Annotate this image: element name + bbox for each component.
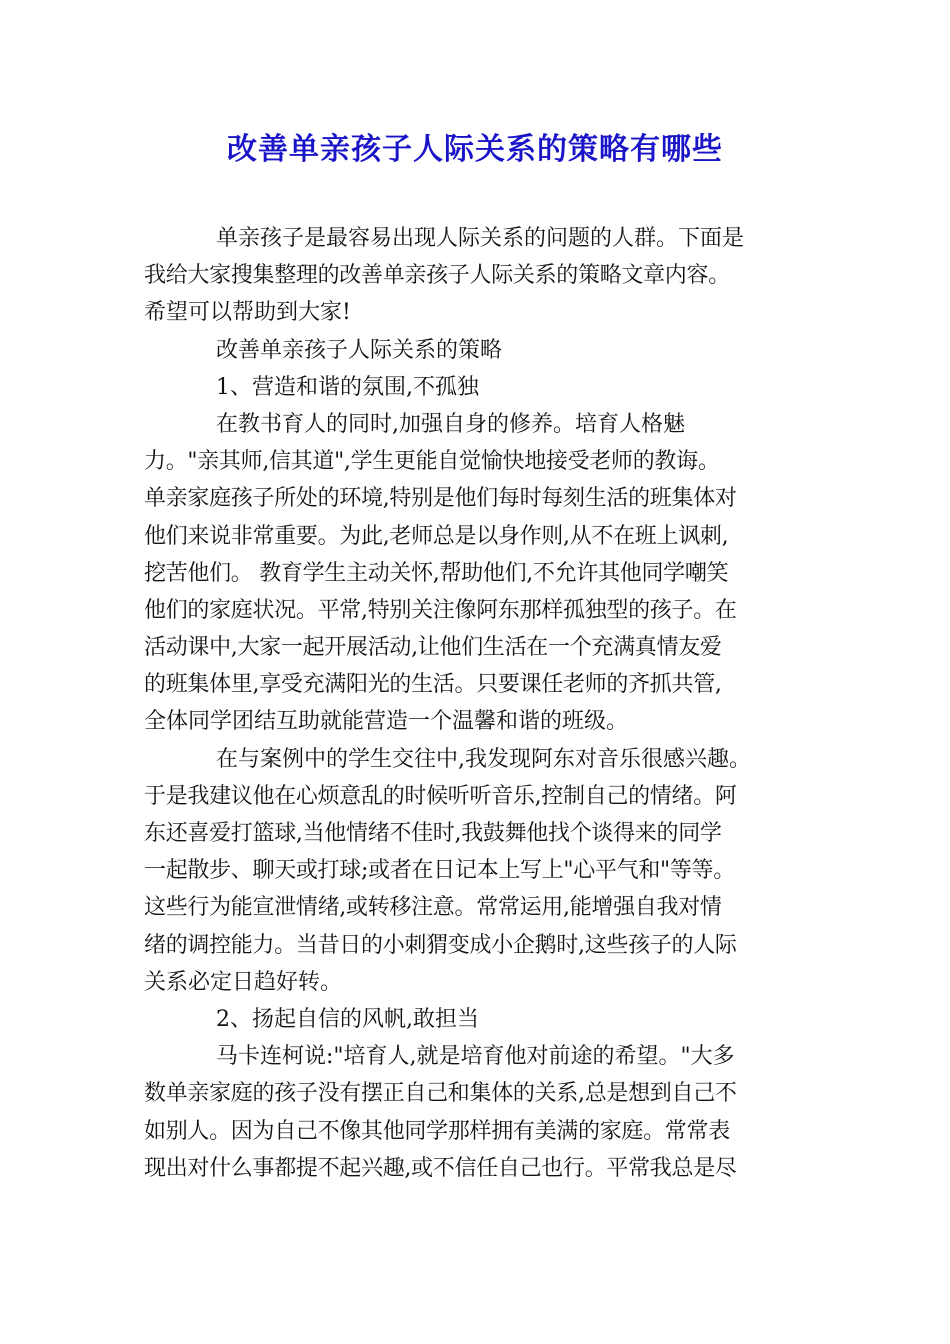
paragraph-line: 关系必定日趋好转。 — [144, 969, 343, 995]
paragraph-line: 马卡连柯说:"培育人,就是培育他对前途的希望。"大多 — [216, 1044, 735, 1070]
paragraph-line: 希望可以帮助到大家! — [144, 300, 351, 326]
paragraph-line: 在与案例中的学生交往中,我发现阿东对音乐很感兴趣。 — [216, 746, 751, 772]
paragraph-line: 他们的家庭状况。平常,特别关注像阿东那样孤独型的孩子。在 — [144, 597, 737, 623]
paragraph-line: 我给大家搜集整理的改善单亲孩子人际关系的策略文章内容。 — [144, 263, 730, 289]
paragraph-line: 的班集体里,享受充满阳光的生活。只要课任老师的齐抓共管, — [144, 672, 722, 698]
paragraph-line: 挖苦他们。 教育学生主动关怀,帮助他们,不允许其他同学嘲笑 — [144, 560, 729, 586]
paragraph-line: 一起散步、聊天或打球;或者在日记本上写上"心平气和"等等。 — [144, 858, 735, 884]
subsection-heading-1: 1、营造和谐的氛围,不孤独 — [216, 374, 479, 400]
paragraph-line: 于是我建议他在心烦意乱的时候听听音乐,控制自己的情绪。阿 — [144, 783, 737, 809]
paragraph-line: 绪的调控能力。当昔日的小刺猬变成小企鹅时,这些孩子的人际 — [144, 932, 737, 958]
paragraph-line: 数单亲家庭的孩子没有摆正自己和集体的关系,总是想到自己不 — [144, 1081, 737, 1107]
document-body — [144, 220, 806, 1187]
paragraph-line: 东还喜爱打篮球,当他情绪不佳时,我鼓舞他找个谈得来的同学 — [144, 821, 722, 846]
paragraph-line: 全体同学团结互助就能营造一个温馨和谐的班级。 — [144, 709, 629, 735]
paragraph-line: 单亲孩子是最容易出现人际关系的问题的人群。下面是 — [216, 226, 745, 251]
subsection-heading-2: 2、扬起自信的风帆,敢担当 — [216, 1006, 479, 1032]
paragraph-line: 力。"亲其师,信其道",学生更能自觉愉快地接受老师的教诲。 — [144, 449, 720, 475]
paragraph-line: 如别人。因为自己不像其他同学那样拥有美满的家庭。常常表 — [144, 1118, 730, 1144]
paragraph-line: 活动课中,大家一起开展活动,让他们生活在一个充满真情友爱 — [144, 635, 722, 661]
paragraph-line: 现出对什么事都提不起兴趣,或不信任自己也行。平常我总是尽 — [144, 1155, 737, 1181]
document-title: 改善单亲孩子人际关系的策略有哪些 — [227, 132, 723, 167]
paragraph-line: 他们来说非常重要。为此,老师总是以身作则,从不在班上讽刺, — [144, 523, 729, 549]
section-heading: 改善单亲孩子人际关系的策略 — [216, 337, 503, 363]
paragraph-line: 在教书育人的同时,加强自身的修养。培育人格魅 — [216, 411, 685, 437]
paragraph-line: 这些行为能宣泄情绪,或转移注意。常常运用,能增强自我对情 — [144, 895, 722, 921]
paragraph-line: 单亲家庭孩子所处的环境,特别是他们每时每刻生活的班集体对 — [144, 486, 737, 512]
